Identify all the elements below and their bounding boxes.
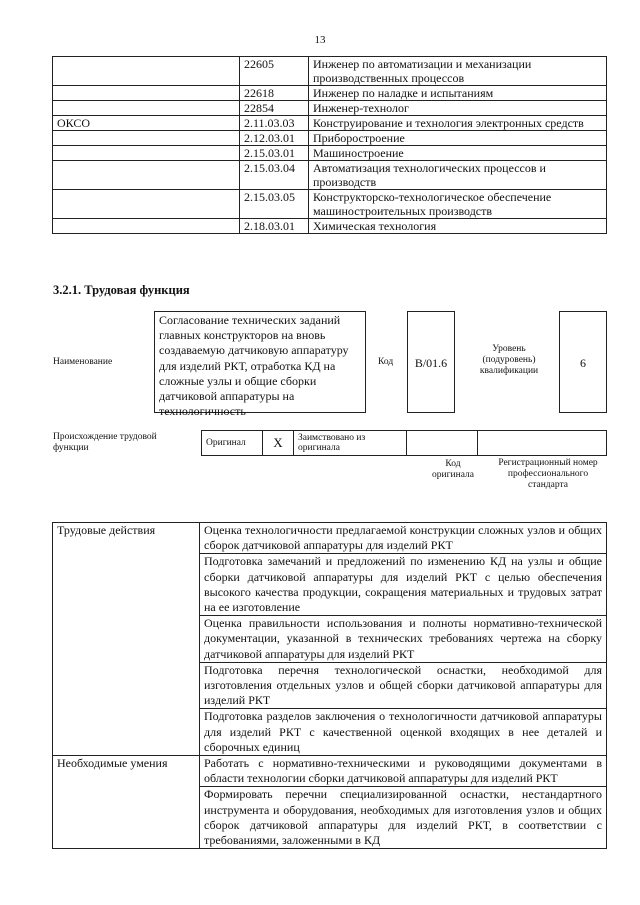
function-name-value: Согласование технических заданий главных конструкторов на вновь создаваемую датчиковую аппаратуру для изделий РКТ, отработка КД на сложные узлы и общие сборки датчиковой аппаратуры на технологичность [154,311,366,413]
table-cell: Инженер по наладке и испытаниям [309,86,607,101]
code-original-label: Код оригинала [432,459,474,480]
page-number: 13 [314,34,326,46]
table-row [53,190,607,219]
table-row [53,219,607,234]
table-cell: 2.15.03.05 [240,190,309,219]
table-cell: Химическая технология [309,219,607,234]
function-code-value: B/01.6 [407,311,455,413]
table-cell: Оценка правильности использования и полноты нормативно-технической документации, указанной в технических требованиях чертежа на сборку датчиковой аппаратуры для изделий РКТ [200,616,607,663]
table-cell: 22854 [240,101,309,116]
table-cell [53,101,240,116]
table-row [53,161,607,190]
table-cell: Инженер по автоматизации и механизации производственных процессов [309,57,607,86]
table-cell: 2.12.03.01 [240,131,309,146]
codes-table [52,56,607,234]
table-row [53,523,607,554]
table-row [53,146,607,161]
table-cell [53,219,240,234]
table-cell: Автоматизация технологических процессов и производств [309,161,607,190]
section-heading: 3.2.1. Трудовая функция [53,283,190,297]
origin-table [201,430,607,456]
table-cell: Работать с нормативно-техническими и руководящими документами в области технологии сборки датчиковой аппаратуры для изделий РКТ [200,756,607,787]
original-mark: X [263,431,294,456]
table-cell: 22618 [240,86,309,101]
table-cell: Конструирование и технология электронных средств [309,116,607,131]
qualification-level-label: Уровень (подуровень) квалификации [479,344,539,376]
table-cell: Подготовка перечня технологической оснастки, необходимой для изготовления отдельных узлов и общей сборки датчиковой аппаратуры для изделий РКТ [200,662,607,709]
table-row [53,101,607,116]
group-title-labor-actions: Трудовые действия [53,523,200,756]
table-cell: Формировать перечни специализированной оснастки, нестандартного инструмента и оборудования, необходимых для изготовления узлов и общих сборок датчиковой аппаратуры для изделий РКТ, в соответствии с требованиями, заложенными в КД [200,787,607,849]
table-cell [53,131,240,146]
table-row [53,131,607,146]
table-cell: Оценка технологичности предлагаемой конструкции сложных узлов и общих сборок датчиковой аппаратуры для изделий РКТ [200,523,607,554]
table-cell: 2.15.03.04 [240,161,309,190]
group-title-required-skills: Необходимые умения [53,756,200,849]
table-cell: 2.18.03.01 [240,219,309,234]
table-row [202,431,607,456]
table-cell [53,57,240,86]
table-cell: Подготовка замечаний и предложений по изменению КД на узлы и общие сборки датчиковой аппаратуры для изделий РКТ с целью обеспечения высокого качества продукции, сокращения материальных и трудовых затрат на ее изготовление [200,554,607,616]
table-cell: Приборостроение [309,131,607,146]
table-cell: 22605 [240,57,309,86]
table-row [53,57,607,86]
table-cell: Инженер-технолог [309,101,607,116]
table-row [53,86,607,101]
table-cell: ОКСО [53,116,240,131]
table-cell [53,161,240,190]
reg-number-cell [478,431,607,456]
table-row [53,116,607,131]
origin-label: Происхождение трудовой функции [53,432,157,453]
table-cell: 2.15.03.01 [240,146,309,161]
table-cell: Подготовка разделов заключения о технологичности датчиковой аппаратуры для изделий РКТ с качественной оценкой входящих в нее деталей и сборочных единиц [200,709,607,756]
labor-actions-table [52,522,607,849]
table-cell: Конструкторско-технологическое обеспечение машиностроительных производств [309,190,607,219]
code-original-cell [407,431,478,456]
table-cell [53,190,240,219]
borrowed-label: Заимствовано из оригинала [294,431,407,456]
original-label: Оригинал [202,431,263,456]
table-cell [53,86,240,101]
table-cell [53,146,240,161]
qualification-level-value: 6 [559,311,607,413]
code-label: Код [378,357,394,367]
table-cell: 2.11.03.03 [240,116,309,131]
reg-number-label: Регистрационный номер профессионального стандарта [498,458,598,490]
table-cell: Машиностроение [309,146,607,161]
name-label: Наименование [53,357,113,367]
table-row [53,756,607,787]
